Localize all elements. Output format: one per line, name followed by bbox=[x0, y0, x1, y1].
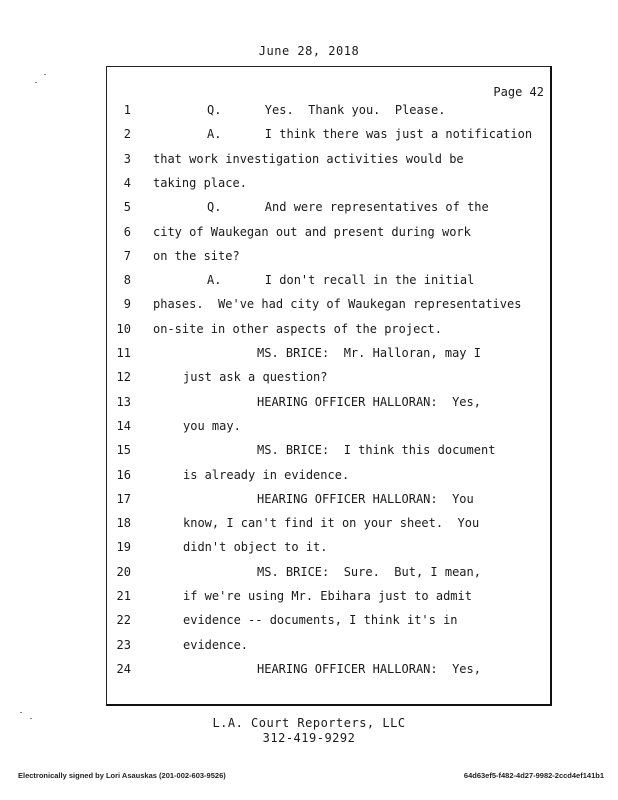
line-text: MS. BRICE: Mr. Halloran, may I bbox=[257, 346, 481, 360]
transcript-line bbox=[107, 516, 547, 534]
scan-speck bbox=[44, 74, 46, 75]
transcript-page bbox=[106, 66, 552, 706]
scan-speck bbox=[20, 712, 22, 713]
line-text: didn't object to it. bbox=[183, 540, 328, 555]
scan-speck bbox=[35, 82, 37, 83]
line-number: 15 bbox=[116, 443, 131, 458]
line-number: 20 bbox=[116, 564, 131, 579]
line-text: A. I don't recall in the initial bbox=[207, 273, 475, 288]
line-number: 1 bbox=[123, 103, 131, 117]
transcript-line bbox=[107, 419, 547, 437]
document-id: 64d63ef5-f482-4d27-9982-2ccd4ef141b1 bbox=[463, 771, 604, 780]
line-number: 7 bbox=[123, 248, 131, 263]
line-text: just ask a question? bbox=[183, 370, 328, 385]
line-number: 23 bbox=[116, 637, 131, 652]
line-text: Q. And were representatives of the bbox=[207, 200, 489, 215]
reporter-company: L.A. Court Reporters, LLC bbox=[212, 716, 406, 730]
line-number: 5 bbox=[123, 200, 131, 215]
line-number: 6 bbox=[123, 224, 131, 239]
line-number: 22 bbox=[116, 613, 131, 628]
transcript-line bbox=[107, 613, 547, 631]
line-text: on the site? bbox=[153, 248, 240, 263]
line-number: 4 bbox=[123, 175, 131, 190]
line-number: 17 bbox=[116, 491, 131, 506]
line-text: evidence. bbox=[183, 637, 249, 652]
line-text: on-site in other aspects of the project. bbox=[153, 321, 442, 336]
transcript-line bbox=[107, 468, 547, 486]
line-text: if we're using Mr. Ebihara just to admit bbox=[183, 589, 472, 603]
footer bbox=[0, 716, 618, 746]
transcript-line bbox=[107, 540, 547, 558]
line-number: 16 bbox=[116, 467, 131, 482]
transcript-line bbox=[107, 443, 547, 461]
line-number: 11 bbox=[116, 346, 131, 360]
transcript-line bbox=[107, 346, 547, 364]
line-number: 3 bbox=[123, 151, 131, 166]
transcript-line bbox=[107, 200, 547, 218]
transcript-line bbox=[107, 176, 547, 194]
transcript-line bbox=[107, 662, 547, 680]
line-text: evidence -- documents, I think it's in bbox=[183, 613, 458, 628]
transcript-line bbox=[107, 589, 547, 607]
line-number: 8 bbox=[123, 273, 131, 288]
line-text: MS. BRICE: I think this document bbox=[257, 443, 496, 458]
line-text: HEARING OFFICER HALLORAN: Yes, bbox=[257, 394, 481, 409]
line-text: HEARING OFFICER HALLORAN: Yes, bbox=[257, 661, 481, 676]
scan-speck bbox=[30, 718, 32, 719]
line-text: Q. Yes. Thank you. Please. bbox=[207, 103, 446, 117]
header-date: June 28, 2018 bbox=[258, 44, 360, 58]
line-number: 19 bbox=[116, 540, 131, 555]
line-number: 14 bbox=[116, 418, 131, 433]
line-number: 2 bbox=[123, 127, 131, 142]
line-text: is already in evidence. bbox=[183, 467, 350, 482]
transcript-line bbox=[107, 249, 547, 267]
electronic-signature: Electronically signed by Lori Asauskas (201-002-603-9526) bbox=[18, 771, 226, 780]
transcript-line bbox=[107, 638, 547, 656]
line-number: 12 bbox=[116, 370, 131, 385]
transcript-line bbox=[107, 395, 547, 413]
line-text: city of Waukegan out and present during work bbox=[153, 224, 471, 239]
transcript-line bbox=[107, 103, 547, 121]
reporter-phone: 312-419-9292 bbox=[262, 731, 356, 745]
line-number: 13 bbox=[116, 394, 131, 409]
line-number: 9 bbox=[123, 297, 131, 312]
line-number: 18 bbox=[116, 516, 131, 531]
line-text: that work investigation activities would be bbox=[153, 151, 464, 166]
line-number: 10 bbox=[116, 321, 131, 336]
transcript-line bbox=[107, 565, 547, 583]
transcript-line bbox=[107, 297, 547, 315]
line-text: you may. bbox=[183, 418, 241, 433]
line-text: taking place. bbox=[153, 175, 247, 190]
transcript-line bbox=[107, 370, 547, 388]
transcript-line bbox=[107, 152, 547, 170]
transcript-line bbox=[107, 127, 547, 145]
line-text: phases. We've had city of Waukegan representatives bbox=[153, 297, 522, 312]
line-number: 21 bbox=[116, 589, 131, 603]
transcript-line bbox=[107, 225, 547, 243]
line-text: A. I think there was just a notification bbox=[207, 127, 533, 142]
line-number: 24 bbox=[116, 661, 131, 676]
transcript-line bbox=[107, 322, 547, 340]
page-label: Page 42 bbox=[493, 85, 544, 99]
line-text: MS. BRICE: Sure. But, I mean, bbox=[257, 564, 481, 579]
transcript-line bbox=[107, 273, 547, 291]
line-text: HEARING OFFICER HALLORAN: You bbox=[257, 491, 474, 506]
transcript-line bbox=[107, 492, 547, 510]
line-text: know, I can't find it on your sheet. You bbox=[183, 516, 480, 531]
